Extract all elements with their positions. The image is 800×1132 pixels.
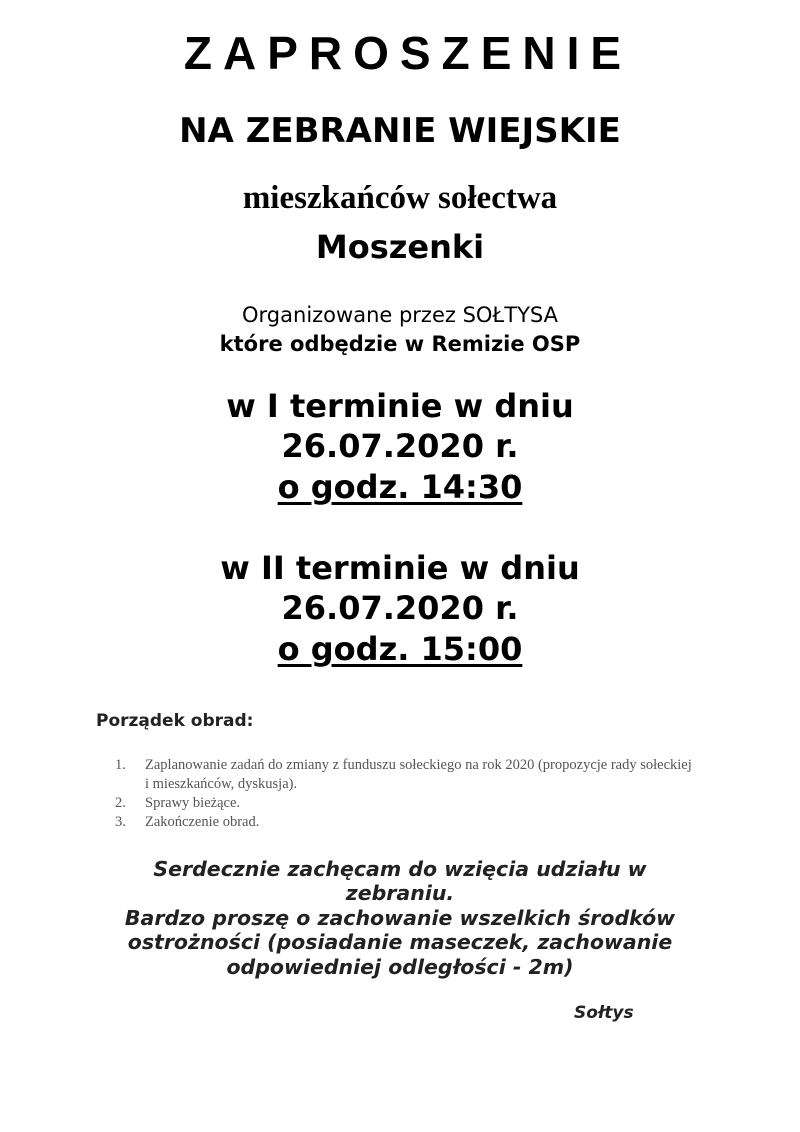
document-title: ZAPROSZENIE [183,27,633,79]
agenda-item-number: 3. [115,814,126,830]
agenda-item [115,813,765,832]
closing-line: Bardzo proszę o zachowanie wszelkich środków [124,906,676,930]
second-term-time-text: o godz. 15:00 [277,630,523,668]
village-name: Moszenki [315,228,485,266]
closing-line: ostrożności (posiadanie maseczek, zachowanie [127,930,673,954]
agenda-item [115,756,765,794]
second-term-time [0,629,800,669]
closing-line: odpowiedniej odległości - 2m) [226,955,574,979]
agenda-item-line: Zaplanowanie zadań do zmiany z funduszu sołeckiego na rok 2020 (propozycje rady sołeckiej [145,757,692,773]
closing-line: zebraniu. [345,881,455,905]
agenda-item-number: 1. [115,757,126,773]
residents-line: mieszkańców sołectwa [242,180,558,216]
agenda-item-number: 2. [115,795,126,811]
agenda-item [115,794,765,813]
signature: Sołtys [574,1003,634,1023]
first-term-date: 26.07.2020 r. [281,427,519,465]
agenda-item-text [145,756,765,794]
first-term-time-text: o godz. 14:30 [277,468,523,506]
agenda-heading: Porządek obrad: [96,711,254,731]
document-subtitle: NA ZEBRANIE WIEJSKIE [179,111,621,151]
location-line: które odbędzie w Remizie OSP [219,332,581,356]
first-term-time [0,467,800,507]
second-term-date: 26.07.2020 r. [281,589,519,627]
closing-line: Serdecznie zachęcam do wzięcia udziału w [153,857,647,881]
second-term-heading: w II terminie w dniu [220,549,580,587]
first-term-heading: w I terminie w dniu [226,387,574,425]
agenda-item-line: i mieszkańców, dyskusja). [145,776,298,792]
agenda-item-text: Zakończenie obrad. [145,814,260,830]
organizer-line: Organizowane przez SOŁTYSA [242,303,558,327]
agenda-item-text: Sprawy bieżące. [145,795,241,811]
agenda-list [115,756,765,832]
